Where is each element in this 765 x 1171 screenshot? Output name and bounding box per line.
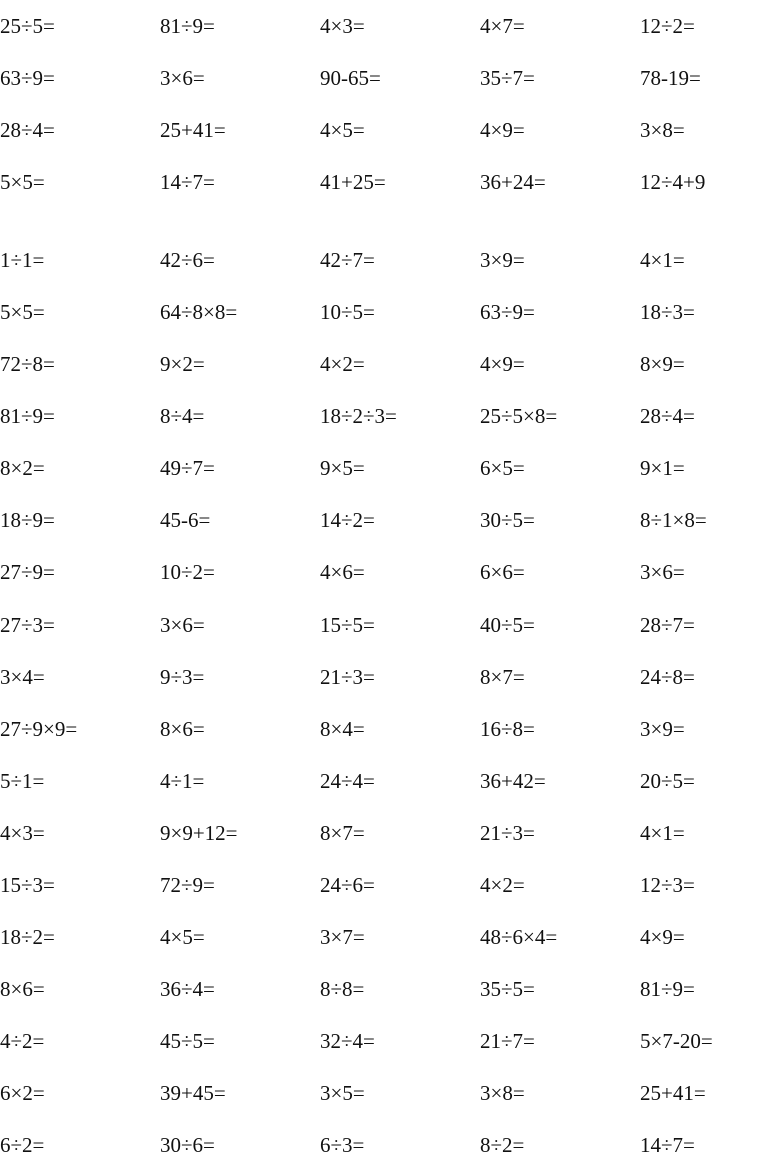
arithmetic-problem: 9×2=	[160, 352, 205, 377]
arithmetic-problem: 72÷8=	[0, 352, 55, 377]
arithmetic-problem: 63÷9=	[0, 66, 55, 91]
arithmetic-problem: 45-6=	[160, 508, 211, 533]
arithmetic-problem: 5×5=	[0, 170, 45, 195]
arithmetic-problem: 18÷9=	[0, 508, 55, 533]
arithmetic-problem: 39+45=	[160, 1081, 226, 1106]
arithmetic-problem: 4×2=	[480, 872, 525, 897]
arithmetic-problem: 25÷5×8=	[480, 404, 558, 429]
arithmetic-problem: 81÷9=	[160, 14, 215, 38]
arithmetic-problem: 18÷2=	[0, 925, 55, 950]
arithmetic-problem: 6×5=	[480, 456, 525, 481]
arithmetic-problem: 9÷3=	[160, 664, 205, 689]
arithmetic-problem: 14÷7=	[640, 1133, 695, 1158]
arithmetic-problem: 8×6=	[160, 716, 205, 741]
arithmetic-problem: 15÷5=	[320, 612, 375, 637]
arithmetic-problem: 24÷8=	[640, 664, 695, 689]
arithmetic-problem: 42÷7=	[320, 248, 375, 272]
arithmetic-problem: 30÷5=	[480, 508, 535, 533]
arithmetic-problem: 41+25=	[320, 170, 386, 195]
arithmetic-problem: 8×2=	[0, 456, 45, 481]
arithmetic-problem: 18÷3=	[640, 300, 695, 325]
exercise-row	[0, 859, 765, 911]
arithmetic-problem: 25÷5=	[0, 14, 55, 38]
arithmetic-problem: 40÷5=	[480, 612, 535, 637]
exercise-row	[0, 0, 765, 52]
arithmetic-problem: 27÷3=	[0, 612, 55, 637]
arithmetic-problem: 18÷2÷3=	[320, 404, 397, 429]
arithmetic-problem: 36+42=	[480, 768, 546, 793]
arithmetic-problem: 8×4=	[320, 716, 365, 741]
exercise-row	[0, 1015, 765, 1067]
arithmetic-problem: 35÷5=	[480, 977, 535, 1002]
arithmetic-problem: 4×9=	[640, 925, 685, 950]
arithmetic-problem: 3×7=	[320, 925, 365, 950]
arithmetic-problem: 9×1=	[640, 456, 685, 481]
arithmetic-problem: 21÷7=	[480, 1029, 535, 1054]
arithmetic-problem: 4×6=	[320, 560, 365, 585]
arithmetic-problem: 32÷4=	[320, 1029, 375, 1054]
arithmetic-problem: 16÷8=	[480, 716, 535, 741]
arithmetic-problem: 4×1=	[640, 820, 685, 845]
arithmetic-problem: 8×7=	[320, 820, 365, 845]
exercise-row	[0, 546, 765, 598]
exercise-block-2	[0, 234, 765, 1171]
exercise-row	[0, 599, 765, 651]
arithmetic-problem: 12÷4+9	[640, 170, 706, 195]
arithmetic-problem: 10÷5=	[320, 300, 375, 325]
arithmetic-problem: 14÷7=	[160, 170, 215, 195]
arithmetic-problem: 81÷9=	[0, 404, 55, 429]
arithmetic-problem: 15÷3=	[0, 872, 55, 897]
exercise-row	[0, 911, 765, 963]
arithmetic-problem: 28÷4=	[0, 118, 55, 143]
exercise-row	[0, 494, 765, 546]
arithmetic-problem: 21÷3=	[320, 664, 375, 689]
arithmetic-problem: 6×6=	[480, 560, 525, 585]
arithmetic-problem: 3×9=	[480, 248, 525, 272]
arithmetic-problem: 3×9=	[640, 716, 685, 741]
arithmetic-problem: 8×6=	[0, 977, 45, 1002]
arithmetic-problem: 28÷4=	[640, 404, 695, 429]
arithmetic-problem: 35÷7=	[480, 66, 535, 91]
arithmetic-problem: 4×5=	[160, 925, 205, 950]
exercise-block-1	[0, 0, 765, 208]
exercise-row	[0, 442, 765, 494]
arithmetic-problem: 12÷2=	[640, 14, 695, 38]
arithmetic-problem: 4÷2=	[0, 1029, 45, 1054]
arithmetic-problem: 4×3=	[0, 820, 45, 845]
arithmetic-problem: 30÷6=	[160, 1133, 215, 1158]
arithmetic-problem: 8×7=	[480, 664, 525, 689]
arithmetic-problem: 6×2=	[0, 1081, 45, 1106]
arithmetic-problem: 81÷9=	[640, 977, 695, 1002]
arithmetic-problem: 25+41=	[640, 1081, 706, 1106]
arithmetic-problem: 3×6=	[160, 66, 205, 91]
arithmetic-problem: 4×9=	[480, 352, 525, 377]
exercise-row	[0, 703, 765, 755]
arithmetic-problem: 45÷5=	[160, 1029, 215, 1054]
arithmetic-problem: 1÷1=	[0, 248, 45, 272]
arithmetic-problem: 28÷7=	[640, 612, 695, 637]
arithmetic-problem: 72÷9=	[160, 872, 215, 897]
arithmetic-problem: 3×8=	[640, 118, 685, 143]
exercise-row	[0, 156, 765, 208]
arithmetic-problem: 27÷9×9=	[0, 716, 78, 741]
exercise-row	[0, 1067, 765, 1119]
arithmetic-problem: 8×9=	[640, 352, 685, 377]
arithmetic-problem: 14÷2=	[320, 508, 375, 533]
arithmetic-problem: 42÷6=	[160, 248, 215, 272]
arithmetic-problem: 4×5=	[320, 118, 365, 143]
arithmetic-problem: 90-65=	[320, 66, 381, 91]
arithmetic-problem: 64÷8×8=	[160, 300, 238, 325]
exercise-row	[0, 286, 765, 338]
arithmetic-problem: 4×9=	[480, 118, 525, 143]
arithmetic-problem: 21÷3=	[480, 820, 535, 845]
arithmetic-problem: 6÷2=	[0, 1133, 45, 1158]
arithmetic-problem: 78-19=	[640, 66, 701, 91]
exercise-row	[0, 651, 765, 703]
arithmetic-problem: 8÷1×8=	[640, 508, 707, 533]
arithmetic-problem: 4×7=	[480, 14, 525, 38]
arithmetic-problem: 8÷2=	[480, 1133, 525, 1158]
exercise-row	[0, 755, 765, 807]
arithmetic-problem: 24÷4=	[320, 768, 375, 793]
arithmetic-problem: 5×5=	[0, 300, 45, 325]
arithmetic-problem: 10÷2=	[160, 560, 215, 585]
arithmetic-problem: 48÷6×4=	[480, 925, 558, 950]
arithmetic-problem: 4×1=	[640, 248, 685, 272]
arithmetic-problem: 5×7-20=	[640, 1029, 713, 1054]
arithmetic-problem: 4×3=	[320, 14, 365, 38]
arithmetic-problem: 8÷8=	[320, 977, 365, 1002]
arithmetic-problem: 24÷6=	[320, 872, 375, 897]
exercise-row	[0, 104, 765, 156]
arithmetic-problem: 6÷3=	[320, 1133, 365, 1158]
exercise-row	[0, 52, 765, 104]
arithmetic-problem: 3×6=	[640, 560, 685, 585]
arithmetic-problem: 3×6=	[160, 612, 205, 637]
arithmetic-problem: 8÷4=	[160, 404, 205, 429]
arithmetic-problem: 3×4=	[0, 664, 45, 689]
arithmetic-problem: 20÷5=	[640, 768, 695, 793]
exercise-row	[0, 338, 765, 390]
arithmetic-problem: 5÷1=	[0, 768, 45, 793]
arithmetic-problem: 3×5=	[320, 1081, 365, 1106]
arithmetic-problem: 9×9+12=	[160, 820, 238, 845]
arithmetic-problem: 27÷9=	[0, 560, 55, 585]
arithmetic-problem: 4÷1=	[160, 768, 205, 793]
arithmetic-problem: 12÷3=	[640, 872, 695, 897]
arithmetic-problem: 3×8=	[480, 1081, 525, 1106]
exercise-row	[0, 963, 765, 1015]
arithmetic-problem: 4×2=	[320, 352, 365, 377]
exercise-row	[0, 1119, 765, 1171]
exercise-row	[0, 390, 765, 442]
arithmetic-problem: 49÷7=	[160, 456, 215, 481]
arithmetic-problem: 63÷9=	[480, 300, 535, 325]
exercise-row	[0, 807, 765, 859]
arithmetic-problem: 36÷4=	[160, 977, 215, 1002]
arithmetic-problem: 25+41=	[160, 118, 226, 143]
exercise-row	[0, 234, 765, 286]
arithmetic-problem: 36+24=	[480, 170, 546, 195]
arithmetic-problem: 9×5=	[320, 456, 365, 481]
